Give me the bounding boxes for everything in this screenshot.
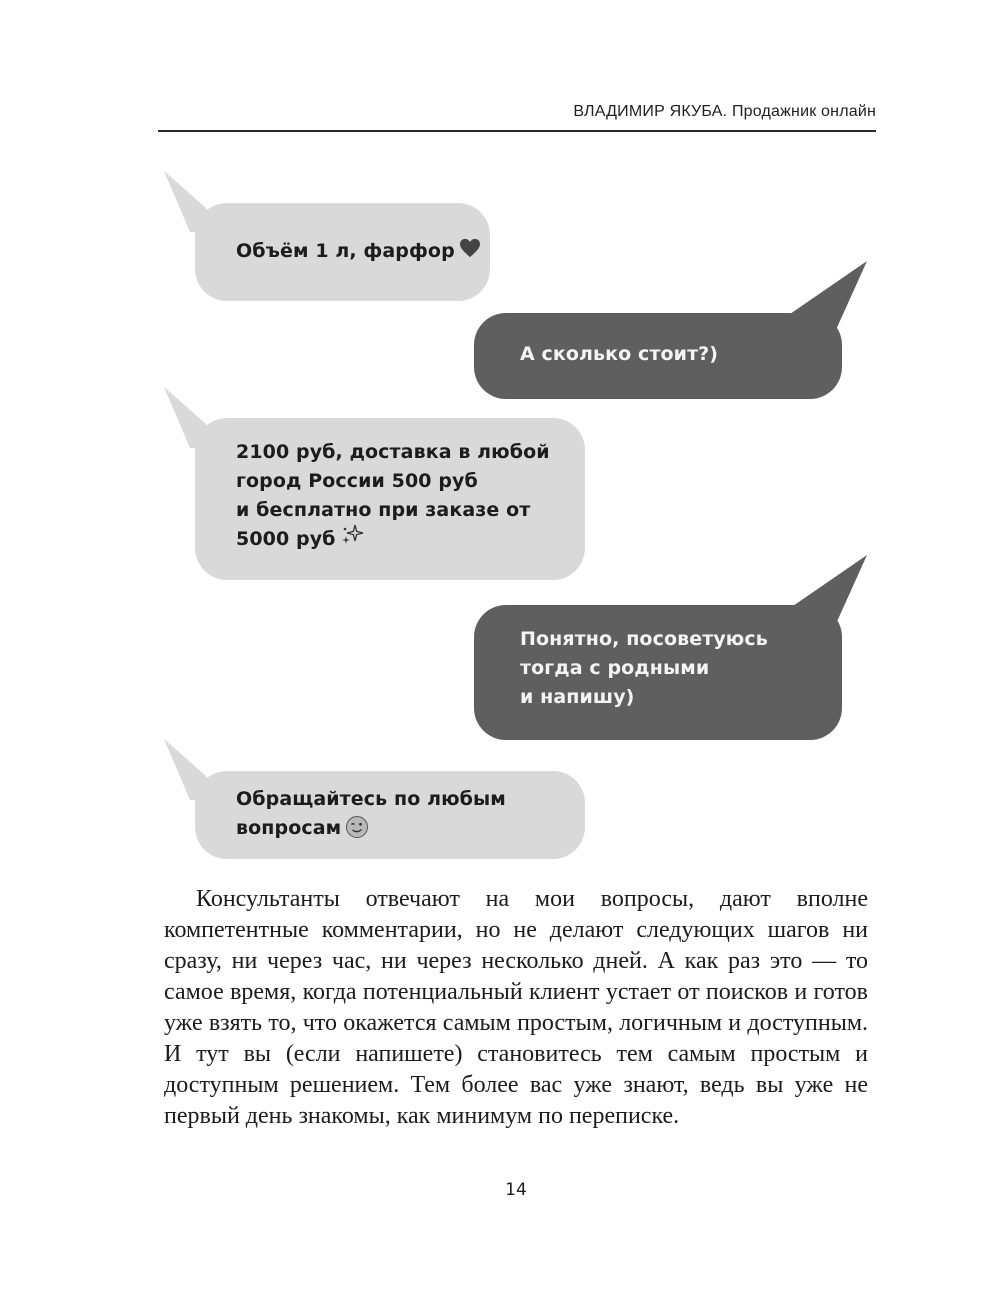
chat-bubble-outgoing <box>474 605 842 740</box>
message-text: А сколько стоит?) <box>520 343 719 365</box>
message-text-content: 2100 руб, доставка в любой город России 500 руб и бесплатно при заказе от 5000 руб <box>236 441 550 550</box>
running-header <box>158 103 876 121</box>
heart-icon <box>459 238 481 258</box>
chat-bubble-incoming <box>195 771 585 859</box>
header-book-title: Продажник онлайн <box>731 103 876 120</box>
sparkles-icon <box>340 523 364 547</box>
winking-face-icon <box>345 815 369 839</box>
message-text-content: Обращайтесь по любым вопросам <box>236 788 506 839</box>
message-text-content: Объём 1 л, фарфор <box>236 240 455 262</box>
message-text <box>236 237 490 266</box>
chat-bubble-incoming <box>195 203 490 301</box>
chat-bubble-incoming <box>195 418 585 580</box>
header-author: ВЛАДИМИР ЯКУБА <box>573 103 723 120</box>
chat-bubble-outgoing <box>474 313 842 399</box>
message-text <box>236 438 585 554</box>
header-rule <box>158 130 876 132</box>
message-text <box>236 785 585 843</box>
body-paragraph: Консультанты отвечают на мои вопросы, дают вполне компетентные комментарии, но не делают следующих шагов ни сразу, ни через час, ни через несколько дней. А как раз это — то самое время, когда потенциальный клиент устает от поисков и готов уже взять то, что окажется самым простым, логичным и доступным. И тут вы (если напишете) становитесь тем самым простым и доступным решением. Тем более вас уже знают, ведь вы уже не первый день знакомы, как минимум по переписке. <box>164 886 868 1129</box>
message-text: Понятно, посоветуюсь тогда с родными и напишу) <box>520 628 768 708</box>
page-number: 14 <box>505 1180 527 1200</box>
header-separator: . <box>722 103 728 120</box>
